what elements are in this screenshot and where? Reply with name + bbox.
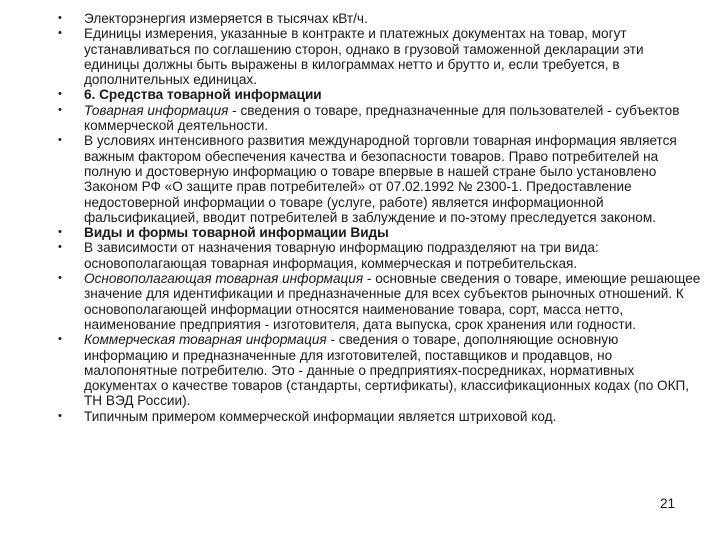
bullet-item: [58, 225, 702, 240]
bullet-dot-icon: •: [58, 12, 62, 24]
bullet-text: - основные сведения о товаре, имеющие решающее значение для идентификации и предназначенные для всех субъектов рыночных отношений. К основополагающей информации относятся наименование товара, сорт, масса нетто, наименование предприятия - изготовителя, дата выпуска, срок хранения или годности.: [84, 271, 701, 332]
bullet-dot-icon: •: [58, 272, 62, 285]
bullet-item: [58, 332, 702, 408]
bullet-item: [58, 240, 702, 271]
bullet-list: [58, 11, 702, 424]
bullet-item: [58, 26, 702, 87]
page-number: 21: [660, 496, 676, 511]
bullet-text: В условиях интенсивного развития международной торговли товарная информация является важным фактором обеспечения качества и безопасности товаров. Право потребителей на полную и достоверную информацию о товаре впервые в нашей стране было установлено Законом РФ «О защите прав потребителей» от 07.02.1992 № 2300-1. Предоставление недостоверной информации о товаре (услуге, работе) является информационной фальсификацией, вводит потребителей в заблуждение и по-этому преследуется законом.: [84, 133, 677, 225]
bullet-text: Электорэнергия измеряется в тысячах кВт/ч.: [84, 11, 368, 26]
bullet-item: [58, 11, 702, 26]
bullet-dot-icon: •: [58, 241, 62, 254]
bullet-text: - сведения о товаре, дополняющие основную информацию и предназначенные для изготовителей, поставщиков и продавцов, но малопонятные потребителю. Это - данные о предприятиях-посредниках, нормативных документах о качестве товаров (стандарты, сертификаты), классификационных кодах (по ОКП, ТН ВЭД России).: [84, 332, 690, 409]
bullet-item: [58, 133, 702, 225]
bullet-text: Виды и формы товарной информации Виды: [84, 225, 389, 241]
bullet-text: Типичным примером коммерческой информации является штриховой код.: [84, 408, 557, 424]
bullet-dot-icon: •: [58, 333, 62, 346]
bullet-text: Единицы измерения, указанные в контракте и платежных документах на товар, могут устанавливаться по соглашению сторон, однако в грузовой таможенной декларации эти единицы должны быть выражены в килограммах нетто и брутто и, если требуется, в дополнительных единицах.: [84, 26, 644, 88]
bullet-text: Товарная информация: [84, 102, 229, 118]
bullet-dot-icon: •: [58, 134, 62, 147]
bullet-text: 6. Средства товарной информации: [84, 87, 322, 103]
bullet-item: [58, 271, 702, 332]
bullet-dot-icon: •: [58, 103, 62, 116]
bullet-dot-icon: •: [58, 88, 62, 101]
bullet-item: [58, 87, 702, 102]
bullet-item: [58, 409, 702, 424]
bullet-item: [58, 103, 702, 134]
bullet-text: - сведения о товаре, предназначенные для пользователей - субъектов коммерческой деятельности.: [84, 102, 680, 134]
bullet-dot-icon: •: [58, 27, 62, 40]
bullet-text: Основополагающая товарная информация: [84, 271, 364, 287]
bullet-dot-icon: •: [58, 409, 62, 422]
bullet-text: В зависимости от назначения товарную информацию подразделяют на три вида: основополагающая товарная информация, коммерческая и потребительская.: [84, 240, 599, 271]
bullet-dot-icon: •: [58, 226, 62, 239]
bullet-text: Коммерческая товарная информация: [84, 332, 327, 348]
